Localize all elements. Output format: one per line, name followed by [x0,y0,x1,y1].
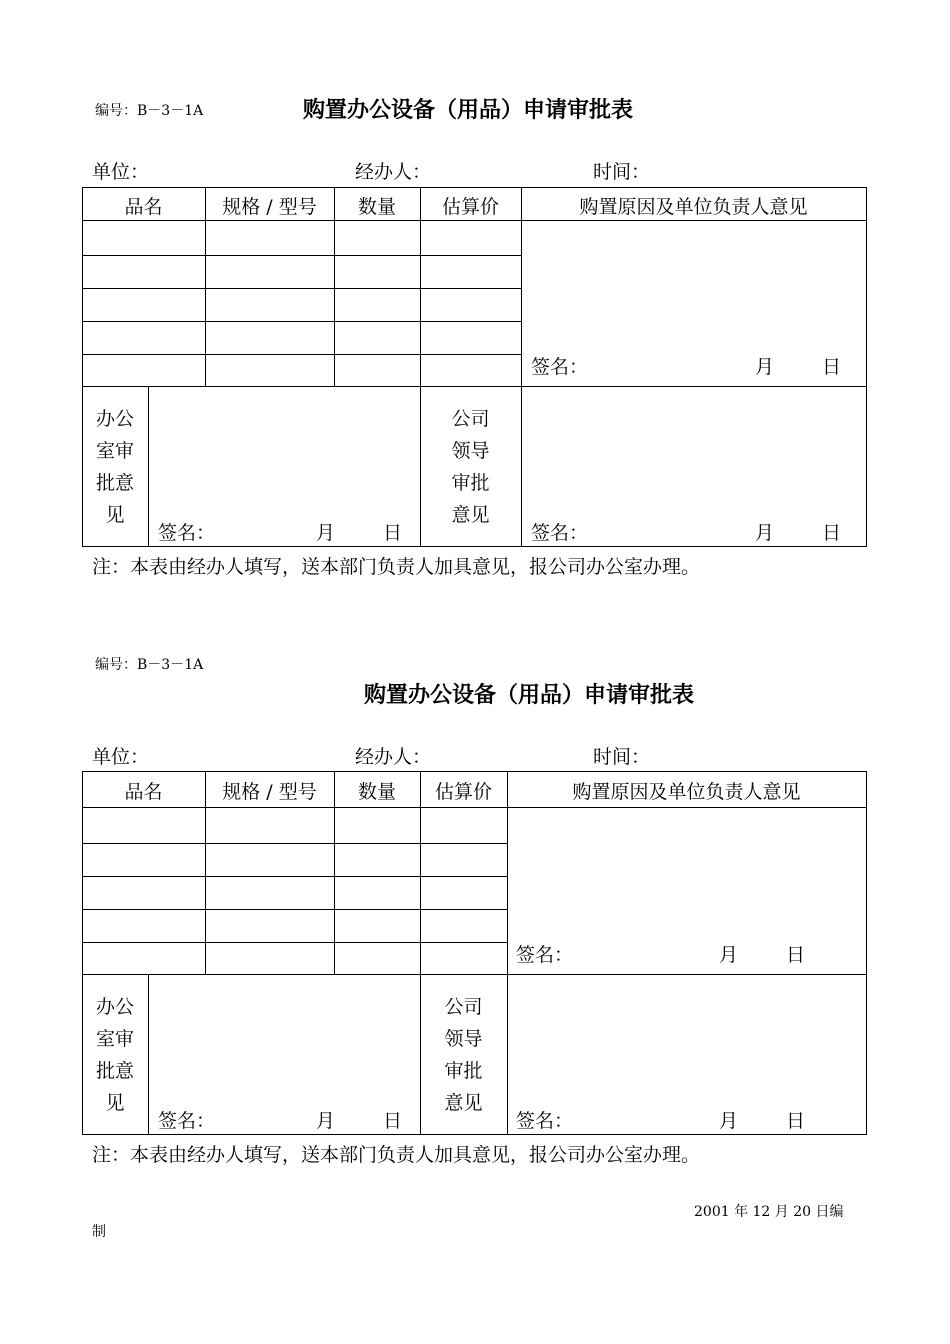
header-item-name: 品名 [124,781,163,803]
header-spec-model: 规格 / 型号 [222,196,317,218]
office-approval-label: 办公 室审 批意 见 [95,996,134,1114]
leader-sign-month: 月 [755,522,775,544]
office-sign-label: 签名： [158,1110,216,1132]
office-sign-month: 月 [316,522,336,544]
header-item-name: 品名 [124,196,163,218]
compile-date-tail: 制 [92,1224,106,1240]
reason-sign-month: 月 [755,356,775,378]
leader-approval-label: 公司 领导 审批 意见 [444,996,483,1114]
office-approval-label: 办公 室审 批意 见 [95,408,134,526]
leader-sign-month: 月 [719,1110,739,1132]
office-sign-day: 日 [383,522,403,544]
reason-sign-day: 日 [822,356,842,378]
handler-label: 经办人： [355,746,432,768]
header-estimated-price: 估算价 [441,196,499,218]
time-label: 时间： [593,746,651,768]
unit-label: 单位： [92,161,150,183]
header-spec-model: 规格 / 型号 [222,781,317,803]
form-code: 编号：B－3－1A [95,657,204,673]
form-title: 购置办公设备（用品）申请审批表 [364,683,695,708]
form-note: 注：本表由经办人填写，送本部门负责人加具意见，报公司办公室办理。 [92,556,701,578]
office-sign-month: 月 [316,1110,336,1132]
header-quantity: 数量 [357,781,396,803]
header-reason-opinion: 购置原因及单位负责人意见 [579,196,808,218]
leader-sign-label: 签名： [516,1110,574,1132]
unit-label: 单位： [92,746,150,768]
header-reason-opinion: 购置原因及单位负责人意见 [572,781,801,803]
leader-sign-day: 日 [822,522,842,544]
reason-sign-label: 签名： [516,944,574,966]
form-code: 编号：B－3－1A [95,103,204,119]
time-label: 时间： [593,161,651,183]
reason-sign-month: 月 [719,944,739,966]
form-title: 购置办公设备（用品）申请审批表 [303,98,634,123]
leader-approval-label: 公司 领导 审批 意见 [451,408,490,526]
header-estimated-price: 估算价 [434,781,492,803]
form-note: 注：本表由经办人填写，送本部门负责人加具意见，报公司办公室办理。 [92,1144,701,1166]
header-quantity: 数量 [357,196,396,218]
reason-sign-day: 日 [786,944,806,966]
office-sign-label: 签名： [158,522,216,544]
leader-sign-day: 日 [786,1110,806,1132]
handler-label: 经办人： [355,161,432,183]
office-sign-day: 日 [383,1110,403,1132]
compile-date: 2001 年 12 月 20 日编 [694,1204,844,1220]
leader-sign-label: 签名： [531,522,589,544]
reason-sign-label: 签名： [531,356,589,378]
